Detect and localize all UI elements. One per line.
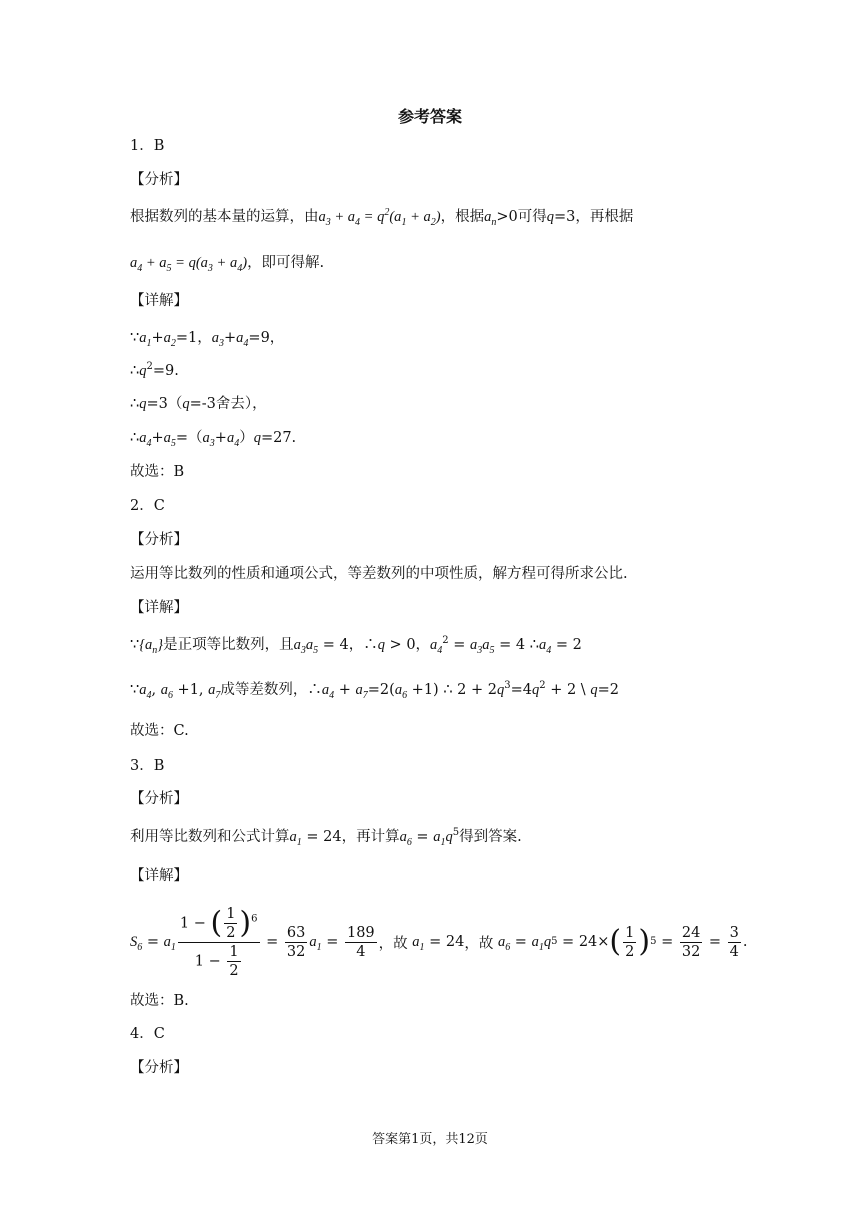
q2-analysis-tag: 【分析】: [130, 532, 188, 548]
page-title: 参考答案: [397, 107, 462, 126]
q3-analysis-tag: 【分析】: [130, 791, 188, 807]
q1-detail-tag: 【详解】: [130, 293, 188, 309]
q1-detail-line3: ∴q=3（q=-3舍去），: [130, 396, 267, 412]
q1-detail-line4: $\therefore a_4+a_5=(a_3+a_4)q=27$.: [130, 430, 297, 449]
q1-detail-line2: $\therefore q^2=9$.: [130, 361, 179, 379]
q3-number: 3．B: [130, 758, 165, 774]
q1-analysis-tag: 【分析】: [130, 172, 188, 188]
q3-detail-formula: $S_6$ = $a_1$ 1 − ( $\frac{1}{2}$ )$^6$ 1 − $\frac{1}{2}$ = $\frac{63}{32}$ $a_1$ = $\frac{189}{4}$ ，故 $a_1$ = 24 ，故 $a_6$ = $a_1q$ 5 = 24× ( $\frac{1}{2}$ ) 5 = $\frac{24}{32}$ = $\frac{3}{4}$ .: [130, 905, 748, 979]
q2-answer: 故选：C.: [130, 723, 189, 739]
q1-formula-1: $a_3 + a_4 = q^2(a_1 + a_2)$: [318, 207, 441, 228]
q1-formula-2: $a_4 + a_5 = q(a_3 + a_4)$: [130, 255, 248, 274]
q3-detail-tag: 【详解】: [130, 868, 188, 884]
q2-detail-line1: $\because\{a_n\}$是正项等比数列，且$a_3a_5 = 4$，∴q > 0，$a_4^2 = a_3a_5 = 4$ $\therefore a_4 = 2$: [130, 635, 582, 656]
q2-detail-tag: 【详解】: [130, 600, 188, 616]
q2-number: 2．C: [130, 498, 165, 514]
q2-analysis: 运用等比数列的性质和通项公式，等差数列的中项性质，解方程可得所求公比.: [130, 566, 628, 582]
q4-number: 4．C: [130, 1026, 165, 1042]
q3-answer: 故选：B.: [130, 993, 189, 1009]
q1-analysis-line1: 根据数列的基本量的运算，由$a_3 + a_4 = q^2(a_1 + a_2)$，根据$a_n>0$可得q=3，再根据: [130, 207, 634, 228]
q1-analysis-line2: $a_4 + a_5 = q(a_3 + a_4)$，即可得解.: [130, 255, 325, 274]
q1-number: 1．B: [130, 138, 165, 154]
s6-fraction: 1 − ( $\frac{1}{2}$ )$^6$ 1 − $\frac{1}{2}$: [179, 905, 258, 979]
q4-analysis-tag: 【分析】: [130, 1060, 188, 1076]
q3-analysis: 利用等比数列和公式计算$a_1 = 24$，再计算$a_6 = a_1q^5$得到答案.: [130, 827, 522, 848]
q2-detail-line2: $\because a_4$, $a_6 +1$, $a_7$成等差数列，$\therefore a_4 + a_7=2(a_6 +1)$ ∴ $2 + 2q^3=4q^2 + 2$ \ q=2: [130, 680, 619, 701]
q1-detail-line1: $\because a_1+a_2=1$，$a_3+a_4=9$，: [130, 330, 285, 349]
page-footer: 答案第1页，共12页: [372, 1132, 488, 1147]
q1-answer: 故选：B: [130, 464, 185, 480]
